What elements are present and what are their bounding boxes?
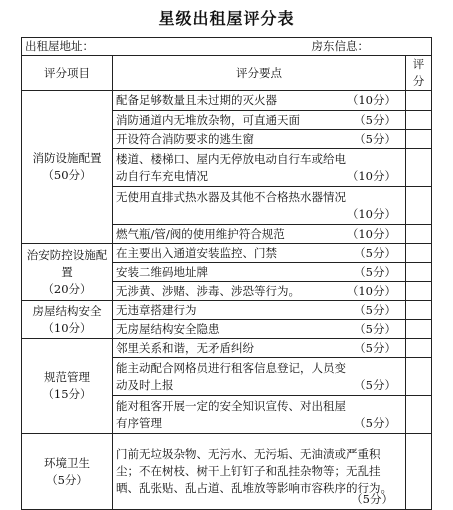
score-cell[interactable] — [406, 263, 432, 282]
criterion: （5分） 消防通道内无堆放杂物，可直通天面 — [113, 111, 406, 130]
criterion: （10分） 无涉黄、涉赌、涉毒、涉恐等行为。 — [113, 282, 406, 301]
category-hygiene — [22, 434, 113, 510]
score-cell[interactable] — [406, 339, 432, 358]
score-cell[interactable] — [406, 187, 432, 225]
score-cell[interactable] — [406, 91, 432, 111]
score-cell[interactable] — [406, 320, 432, 339]
category-name: 房屋结构安全 — [32, 303, 102, 318]
criterion: （10分） 无使用直排式热水器及其他不合格热水器情况 — [113, 187, 406, 225]
score-cell[interactable] — [406, 434, 432, 510]
criterion: （5分） 无房屋结构安全隐患 — [113, 320, 406, 339]
criterion: （5分） 在主要出入通道安装监控、门禁 — [113, 244, 406, 263]
address-blank — [406, 38, 432, 56]
score-table — [21, 37, 432, 510]
landlord-label: 房东信息： — [311, 39, 369, 53]
criterion: （5分） 安装二维码地址牌 — [113, 263, 406, 282]
category-fire — [22, 91, 113, 244]
criterion: （5分） 邻里关系和谐，无矛盾纠纷 — [113, 339, 406, 358]
category-weight: （10分） — [42, 320, 92, 335]
category-name: 治安防控设施配置 — [26, 247, 108, 279]
score-cell[interactable] — [406, 396, 432, 434]
category-name: 规范管理 — [44, 370, 90, 384]
criterion: （5分） 能对租客开展一定的安全知识宣传、对出租屋有序管理 — [113, 396, 406, 434]
criterion: （5分） 无违章搭建行为 — [113, 301, 406, 320]
category-weight: （5分） — [46, 472, 88, 487]
category-name: 环境卫生 — [44, 455, 90, 470]
page-title: 星级出租屋评分表 — [158, 9, 295, 28]
address-label: 出租屋地址： — [25, 39, 94, 53]
criterion: （5分） 开设符合消防要求的逃生窗 — [113, 130, 406, 149]
header-points: 评分要点 — [113, 56, 406, 91]
score-cell[interactable] — [406, 358, 432, 396]
header-score: 评分 — [406, 56, 432, 91]
score-cell[interactable] — [406, 301, 432, 320]
score-cell[interactable] — [406, 149, 432, 187]
criterion: （10分） 燃气瓶/管/阀的使用维护符合规范 — [113, 225, 406, 244]
criterion: （5分） 能主动配合网格员进行租客信息登记，人员变动及时上报 — [113, 358, 406, 396]
header-item: 评分项目 — [22, 56, 113, 91]
score-cell[interactable] — [406, 282, 432, 301]
category-structure — [22, 301, 113, 339]
category-weight: （50分） — [42, 168, 92, 182]
category-security — [22, 244, 113, 301]
criterion: （10分） 配备足够数量且未过期的灭火器 — [113, 91, 406, 111]
criterion: （10分） 楼道、楼梯口、屋内无停放电动自行车或给电动自行车充电情况 — [113, 149, 406, 187]
score-cell[interactable] — [406, 225, 432, 244]
category-weight: （20分） — [42, 281, 92, 296]
score-cell[interactable] — [406, 130, 432, 149]
category-weight: （15分） — [42, 387, 92, 401]
score-cell[interactable] — [406, 111, 432, 130]
criterion: 门前无垃圾杂物、无污水、无污垢、无油渍或严重积尘；不在树枝、树干上钉钉子和乱挂杂物等；无乱挂晒、乱张贴、乱占道、乱堆放等影响市容秩序的行为。 （5分） — [113, 434, 406, 510]
score-cell[interactable] — [406, 244, 432, 263]
category-name: 消防设施配置 — [32, 151, 102, 165]
category-management — [22, 339, 113, 434]
address-field — [22, 38, 406, 56]
